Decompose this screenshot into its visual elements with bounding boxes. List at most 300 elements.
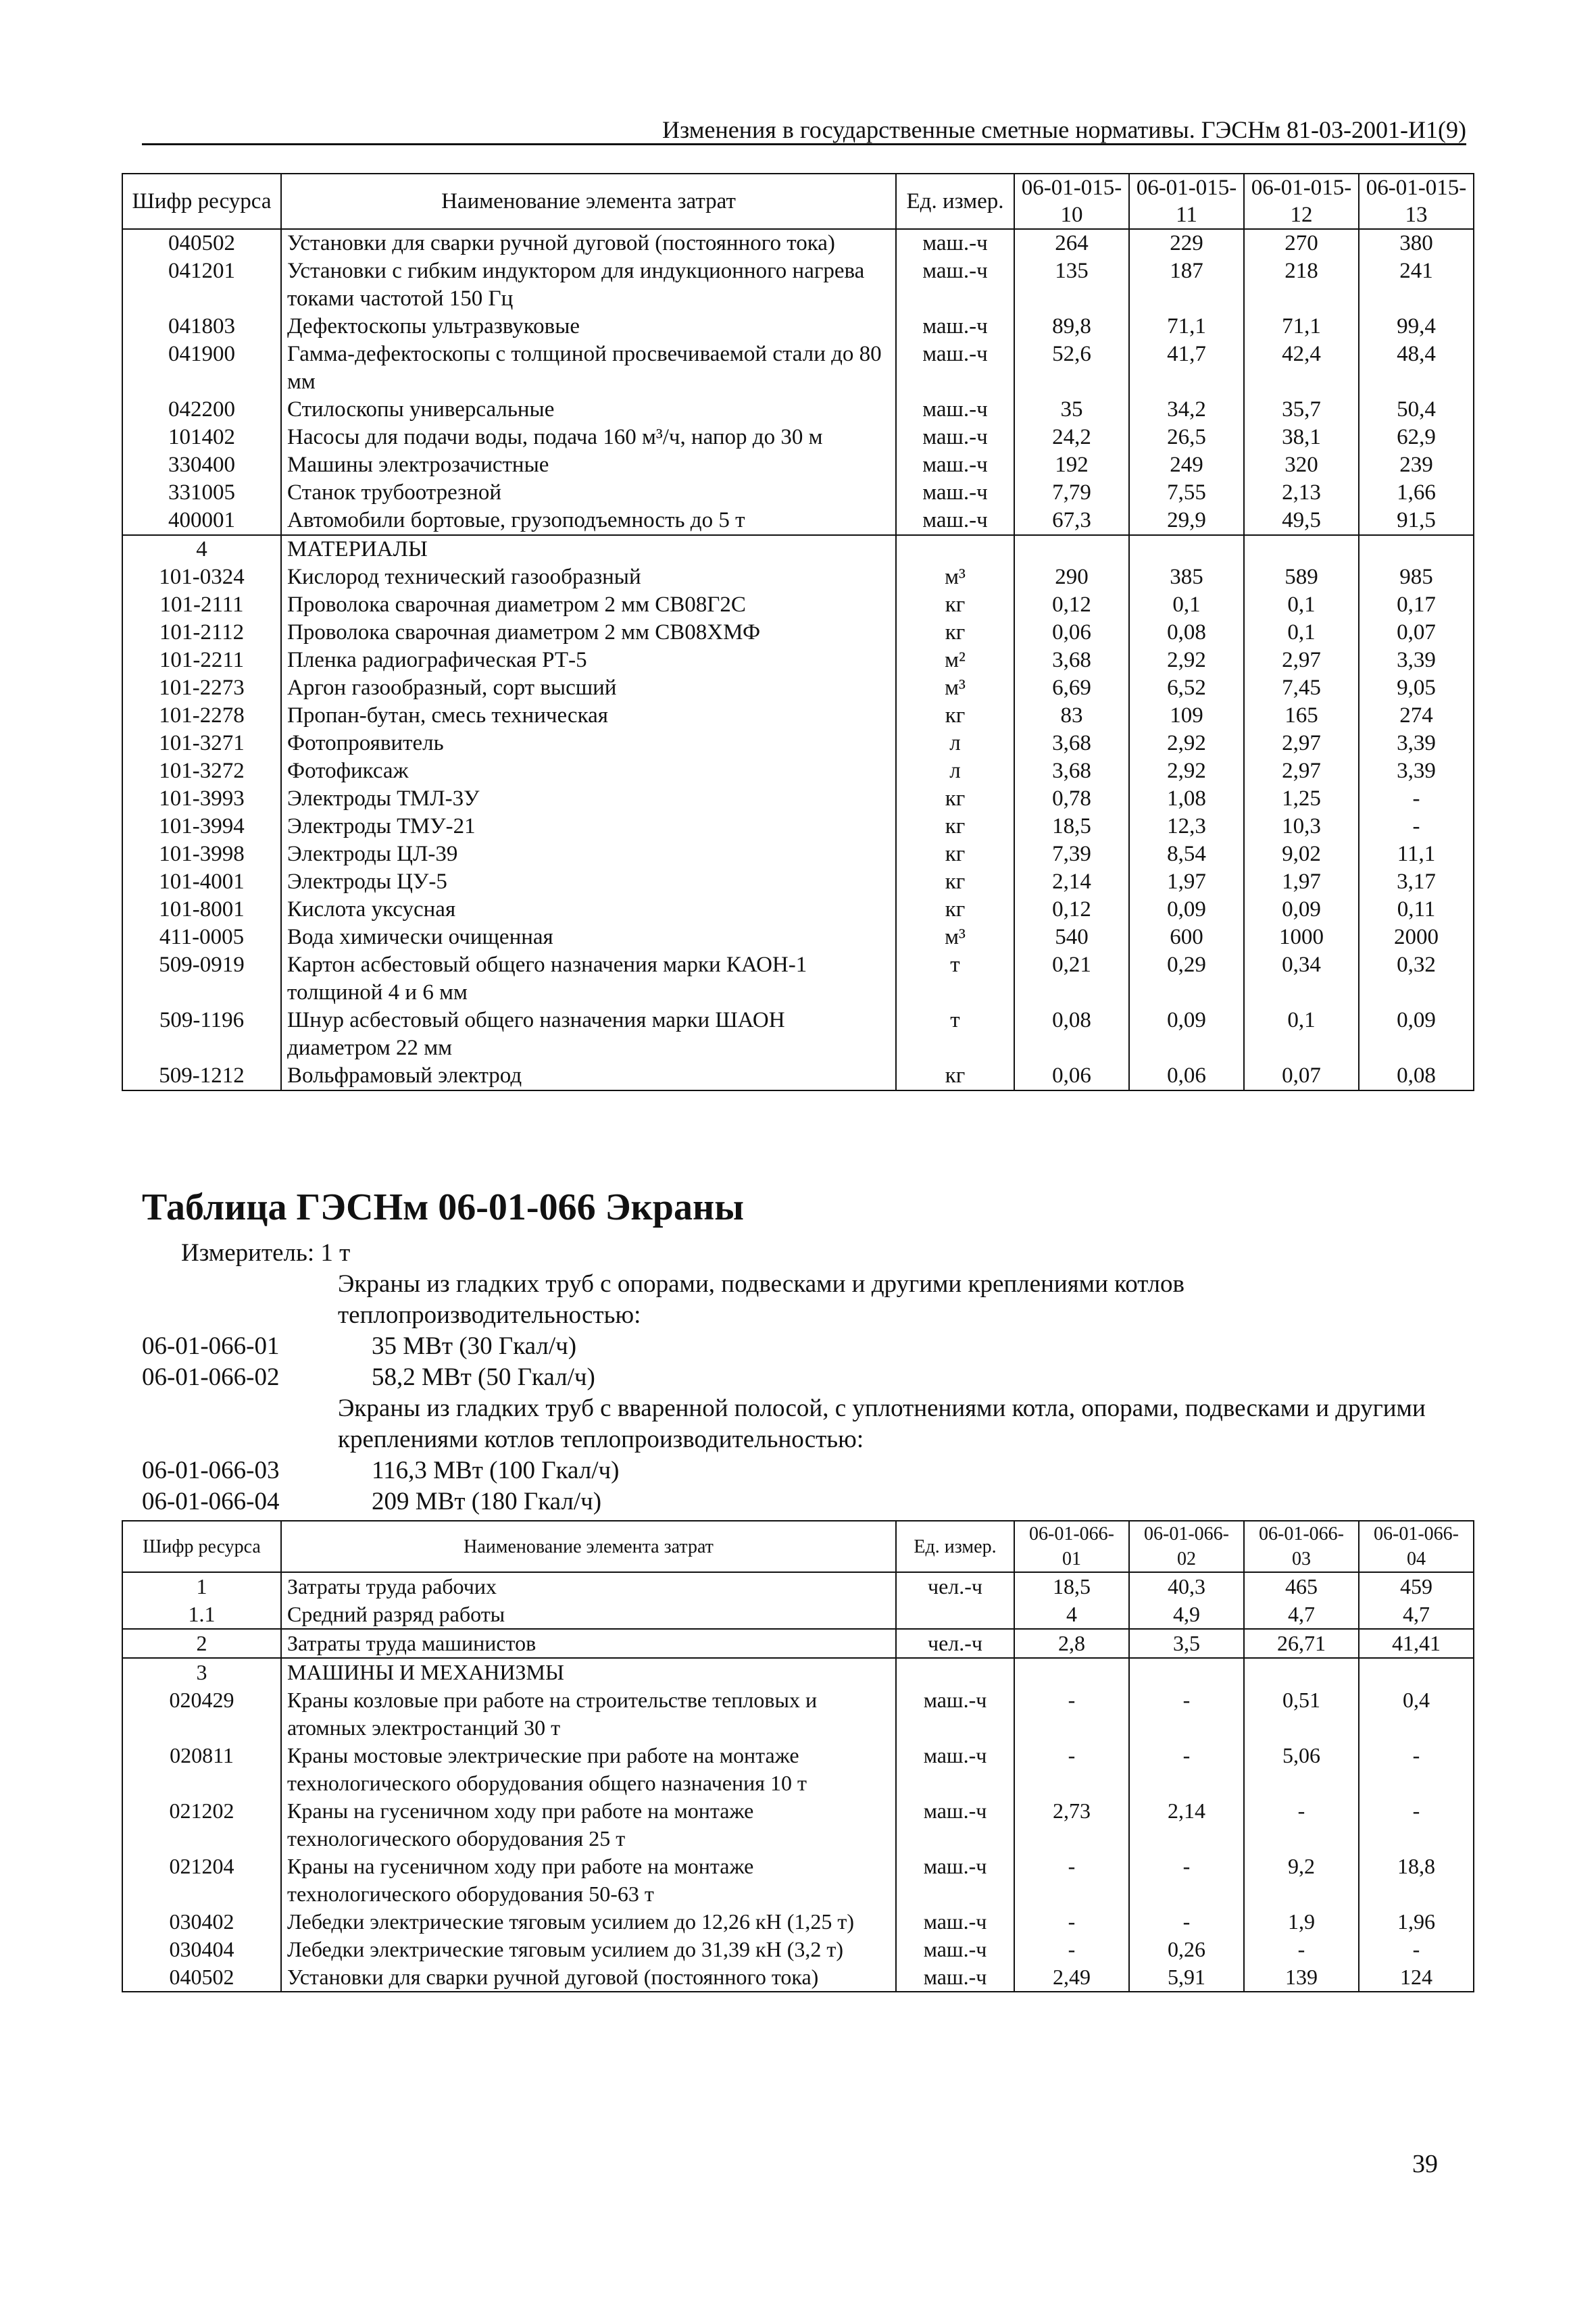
table-row [122,813,1474,840]
norm-value-cell: 1,08 [1129,785,1244,813]
table-row [122,1629,1474,1658]
norm-value-cell: 26,71 [1244,1629,1359,1658]
unit-cell: маш.-ч [896,1742,1014,1797]
unit-cell: т [896,1007,1014,1062]
norm-value-cell: 11,1 [1359,840,1474,868]
col-header-name: Наименование элемента затрат [281,174,896,229]
norm-value-cell [1359,1658,1474,1686]
unit-cell: маш.-ч [896,313,1014,341]
running-header: Изменения в государственные сметные нормативы. ГЭСНм 81-03-2001-И1(9) [662,116,1466,143]
table-row [122,1658,1474,1686]
norm-value-cell: 540 [1014,924,1129,951]
resource-table-015 [122,173,1474,1091]
resource-code-cell: 040502 [122,229,281,257]
norm-value-cell: 264 [1014,229,1129,257]
element-name-cell: Пленка радиографическая РТ-5 [281,647,896,674]
norm-value-cell: 4,9 [1129,1601,1244,1629]
norm-value-cell: 1,25 [1244,785,1359,813]
norm-value-cell [1014,1658,1129,1686]
norm-value-cell: 290 [1014,563,1129,591]
table-row [122,924,1474,951]
table-row [122,1601,1474,1629]
norm-value-cell: - [1359,1797,1474,1853]
element-name-cell: Средний разряд работы [281,1601,896,1629]
norm-value-cell: 2,92 [1129,730,1244,757]
norm-capacity: 58,2 МВт (50 Гкал/ч) [372,1363,595,1391]
norm-value-cell: 2,97 [1244,730,1359,757]
table-row [122,507,1474,535]
element-name-cell: Картон асбестовый общего назначения марки КАОН-1 толщиной 4 и 6 мм [281,951,896,1007]
element-name-cell: Вольфрамовый электрод [281,1062,896,1090]
col-header-unit: Ед. измер. [896,1521,1014,1572]
unit-cell: л [896,730,1014,757]
element-name-cell: Электроды ТМЛ-3У [281,785,896,813]
col-header-norm: 06-01-015-10 [1014,174,1129,229]
norm-value-cell: 2,8 [1014,1629,1129,1658]
element-name-cell: Электроды ЦУ-5 [281,868,896,896]
norm-value-cell: 2000 [1359,924,1474,951]
element-name-cell: Станок трубоотрезной [281,479,896,507]
table-row [122,1908,1474,1936]
resource-code-cell: 101-4001 [122,868,281,896]
norm-value-cell: - [1359,1936,1474,1963]
norm-value-cell: - [1014,1686,1129,1742]
norm-value-cell: 139 [1244,1963,1359,1992]
resource-code-cell: 411-0005 [122,924,281,951]
resource-code-cell: 101-3998 [122,840,281,868]
norm-value-cell: 1,66 [1359,479,1474,507]
norm-code: 06-01-066-04 [142,1488,280,1515]
norm-value-cell: 2,14 [1014,868,1129,896]
norm-value-cell: - [1129,1853,1244,1908]
col-header-norm: 06-01-066-02 [1129,1521,1244,1572]
norm-value-cell: - [1359,1742,1474,1797]
norm-value-cell: 67,3 [1014,507,1129,535]
norm-value-cell: 0,32 [1359,951,1474,1007]
unit-cell: маш.-ч [896,1797,1014,1853]
resource-code-cell: 101-2111 [122,591,281,619]
work-description-1: Экраны из гладких труб с опорами, подвесками и другими креплениями котлов теплопроизводительностью: [338,1270,1184,1329]
norm-variant [142,1362,1426,1393]
table-row [122,647,1474,674]
norm-value-cell: - [1014,1853,1129,1908]
norm-value-cell: 192 [1014,451,1129,479]
unit-cell [896,1658,1014,1686]
norm-value-cell: 0,1 [1244,591,1359,619]
work-description-2: Экраны из гладких труб с вваренной полосой, с уплотнениями котла, опорами, подвесками и другими креплениями котлов теплопроизводительностью: [338,1394,1426,1453]
norm-value-cell: 1,97 [1244,868,1359,896]
table-row [122,451,1474,479]
table-row [122,1572,1474,1601]
table-row [122,619,1474,647]
norm-value-cell [1359,535,1474,563]
norm-code: 06-01-066-01 [142,1332,280,1360]
unit-cell: м³ [896,563,1014,591]
norm-value-cell: 24,2 [1014,424,1129,451]
element-name-cell: Установки с гибким индуктором для индукционного нагрева токами частотой 150 Гц [281,257,896,313]
norm-value-cell: 165 [1244,702,1359,730]
table-row [122,1062,1474,1090]
element-name-cell: Установки для сварки ручной дуговой (постоянного тока) [281,229,896,257]
resource-code-cell: 1 [122,1572,281,1601]
unit-cell: кг [896,840,1014,868]
resource-code-cell: 400001 [122,507,281,535]
element-name-cell: Установки для сварки ручной дуговой (постоянного тока) [281,1963,896,1992]
unit-cell: м² [896,647,1014,674]
norm-value-cell: 4,7 [1244,1601,1359,1629]
table-row [122,785,1474,813]
norm-value-cell: 0,07 [1359,619,1474,647]
table-row [122,424,1474,451]
resource-code-cell: 331005 [122,479,281,507]
norm-value-cell: 3,68 [1014,730,1129,757]
norm-value-cell: 0,21 [1014,951,1129,1007]
resource-code-cell: 101-3993 [122,785,281,813]
norm-value-cell: 9,2 [1244,1853,1359,1908]
unit-cell: маш.-ч [896,257,1014,313]
norm-value-cell: 12,3 [1129,813,1244,840]
unit-cell: маш.-ч [896,1936,1014,1963]
norm-value-cell: 2,92 [1129,757,1244,785]
unit-cell [896,1601,1014,1629]
norm-code: 06-01-066-02 [142,1363,280,1391]
norm-value-cell: 29,9 [1129,507,1244,535]
table-row [122,1936,1474,1963]
table-row [122,1007,1474,1062]
norm-value-cell: 0,08 [1129,619,1244,647]
norm-value-cell: 7,79 [1014,479,1129,507]
col-header-norm: 06-01-066-03 [1244,1521,1359,1572]
unit-cell: маш.-ч [896,1908,1014,1936]
norm-value-cell: 0,51 [1244,1686,1359,1742]
norm-value-cell: 52,6 [1014,341,1129,396]
norm-value-cell: 5,06 [1244,1742,1359,1797]
table-row [122,229,1474,257]
resource-code-cell: 330400 [122,451,281,479]
norm-value-cell: 0,08 [1014,1007,1129,1062]
element-name-cell: Вода химически очищенная [281,924,896,951]
norm-value-cell: 600 [1129,924,1244,951]
norm-value-cell: - [1014,1742,1129,1797]
table-row [122,896,1474,924]
table-row [122,535,1474,563]
unit-cell: кг [896,896,1014,924]
table-row [122,1742,1474,1797]
norm-value-cell: 2,49 [1014,1963,1129,1992]
unit-cell: чел.-ч [896,1572,1014,1601]
table-row [122,757,1474,785]
norm-value-cell: 2,14 [1129,1797,1244,1853]
norm-value-cell: 1,9 [1244,1908,1359,1936]
norm-value-cell: - [1014,1936,1129,1963]
norm-value-cell: 2,92 [1129,647,1244,674]
norm-value-cell: 83 [1014,702,1129,730]
col-header-norm: 06-01-015-12 [1244,174,1359,229]
table-row [122,868,1474,896]
unit-cell: кг [896,868,1014,896]
norm-value-cell: 589 [1244,563,1359,591]
element-name-cell: Автомобили бортовые, грузоподъемность до 5 т [281,507,896,535]
table-row [122,257,1474,313]
norm-value-cell [1129,535,1244,563]
resource-code-cell: 042200 [122,396,281,424]
norm-value-cell: 3,68 [1014,757,1129,785]
unit-cell: м³ [896,674,1014,702]
unit-cell: маш.-ч [896,1963,1014,1992]
norm-value-cell: 0,29 [1129,951,1244,1007]
norm-value-cell: 0,07 [1244,1062,1359,1090]
norm-value-cell: - [1244,1797,1359,1853]
element-name-cell: МАШИНЫ И МЕХАНИЗМЫ [281,1658,896,1686]
norm-value-cell: 50,4 [1359,396,1474,424]
norm-value-cell: 3,39 [1359,757,1474,785]
norm-value-cell: 7,55 [1129,479,1244,507]
norm-value-cell: 0,09 [1244,896,1359,924]
unit-cell: м³ [896,924,1014,951]
norm-value-cell: 0,09 [1129,1007,1244,1062]
unit-cell: маш.-ч [896,341,1014,396]
resource-code-cell: 101-2211 [122,647,281,674]
table-row [122,1686,1474,1742]
norm-value-cell [1129,1658,1244,1686]
col-header-unit: Ед. измер. [896,174,1014,229]
norm-value-cell: 0,06 [1014,1062,1129,1090]
table-row [122,591,1474,619]
norm-value-cell: 380 [1359,229,1474,257]
norm-value-cell: 1,97 [1129,868,1244,896]
norm-value-cell: - [1244,1936,1359,1963]
element-name-cell: Краны козловые при работе на строительстве тепловых и атомных электростанций 30 т [281,1686,896,1742]
norm-value-cell: 41,41 [1359,1629,1474,1658]
norm-value-cell: 6,52 [1129,674,1244,702]
unit-cell: маш.-ч [896,1853,1014,1908]
norm-value-cell: - [1359,813,1474,840]
resource-code-cell: 041803 [122,313,281,341]
norm-value-cell: 3,39 [1359,647,1474,674]
element-name-cell: Затраты труда машинистов [281,1629,896,1658]
element-name-cell: Насосы для подачи воды, подача 160 м³/ч, напор до 30 м [281,424,896,451]
norm-value-cell: 35 [1014,396,1129,424]
norm-value-cell: 10,3 [1244,813,1359,840]
header-rule [142,143,1466,145]
resource-code-cell: 101-3272 [122,757,281,785]
norm-value-cell: 229 [1129,229,1244,257]
norm-value-cell: 135 [1014,257,1129,313]
unit-cell: кг [896,702,1014,730]
table-row [122,313,1474,341]
norm-value-cell: 4 [1014,1601,1129,1629]
resource-code-cell: 020429 [122,1686,281,1742]
element-name-cell: Стилоскопы универсальные [281,396,896,424]
norm-capacity: 35 МВт (30 Гкал/ч) [372,1332,577,1360]
table-row [122,563,1474,591]
norm-value-cell: 0,06 [1014,619,1129,647]
col-header-code: Шифр ресурса [122,1521,281,1572]
norm-value-cell: 1,96 [1359,1908,1474,1936]
unit-cell: маш.-ч [896,479,1014,507]
measure-unit: Измеритель: 1 т [181,1239,351,1267]
table-row [122,341,1474,396]
norm-value-cell: 71,1 [1129,313,1244,341]
norm-value-cell: - [1129,1686,1244,1742]
resource-code-cell: 030402 [122,1908,281,1936]
unit-cell: кг [896,785,1014,813]
norm-value-cell: 124 [1359,1963,1474,1992]
unit-cell: кг [896,813,1014,840]
norm-variant [142,1331,1426,1362]
col-header-name: Наименование элемента затрат [281,1521,896,1572]
norm-value-cell: 0,1 [1244,1007,1359,1062]
resource-code-cell: 101-2278 [122,702,281,730]
norm-value-cell [1014,535,1129,563]
element-name-cell: Краны на гусеничном ходу при работе на монтаже технологического оборудования 25 т [281,1797,896,1853]
element-name-cell: Краны на гусеничном ходу при работе на монтаже технологического оборудования 50-63 т [281,1853,896,1908]
resource-code-cell: 020811 [122,1742,281,1797]
element-name-cell: Гамма-дефектоскопы с толщиной просвечиваемой стали до 80 мм [281,341,896,396]
norm-value-cell: 0,1 [1244,619,1359,647]
element-name-cell: Лебедки электрические тяговым усилием до 12,26 кН (1,25 т) [281,1908,896,1936]
resource-code-cell: 509-1196 [122,1007,281,1062]
norm-value-cell: - [1014,1908,1129,1936]
norm-value-cell: 3,39 [1359,730,1474,757]
norm-value-cell: 2,73 [1014,1797,1129,1853]
element-name-cell: Машины электрозачистные [281,451,896,479]
norm-value-cell: 385 [1129,563,1244,591]
resource-code-cell: 021204 [122,1853,281,1908]
norm-value-cell: 99,4 [1359,313,1474,341]
unit-cell: маш.-ч [896,507,1014,535]
table-row [122,1797,1474,1853]
norm-value-cell: 249 [1129,451,1244,479]
resource-code-cell: 101402 [122,424,281,451]
resource-table-066 [122,1520,1474,1992]
norm-value-cell: 9,02 [1244,840,1359,868]
norm-value-cell: 6,69 [1014,674,1129,702]
norm-value-cell: 0,1 [1129,591,1244,619]
norm-value-cell: 2,97 [1244,757,1359,785]
norm-value-cell: 71,1 [1244,313,1359,341]
unit-cell: т [896,951,1014,1007]
norm-value-cell: 0,09 [1129,896,1244,924]
norm-value-cell [1244,1658,1359,1686]
element-name-cell: Фотопроявитель [281,730,896,757]
resource-code-cell: 021202 [122,1797,281,1853]
page-number: 39 [1412,2150,1438,2178]
norm-value-cell: 0,4 [1359,1686,1474,1742]
table-row [122,479,1474,507]
norm-value-cell: - [1359,785,1474,813]
norm-value-cell: 1000 [1244,924,1359,951]
element-name-cell: Фотофиксаж [281,757,896,785]
norm-variant [142,1455,1426,1486]
resource-code-cell: 509-0919 [122,951,281,1007]
norm-value-cell: 26,5 [1129,424,1244,451]
norm-value-cell: 18,5 [1014,1572,1129,1601]
table-row [122,674,1474,702]
col-header-code: Шифр ресурса [122,174,281,229]
norm-value-cell: 2,97 [1244,647,1359,674]
resource-code-cell: 509-1212 [122,1062,281,1090]
table-row [122,730,1474,757]
col-header-norm: 06-01-015-11 [1129,174,1244,229]
resource-code-cell: 101-0324 [122,563,281,591]
col-header-norm: 06-01-066-04 [1359,1521,1474,1572]
norm-value-cell: 62,9 [1359,424,1474,451]
norm-value-cell: 35,7 [1244,396,1359,424]
norm-value-cell: - [1129,1742,1244,1797]
norm-value-cell: 0,06 [1129,1062,1244,1090]
norm-value-cell: 7,45 [1244,674,1359,702]
table-row [122,1853,1474,1908]
norm-value-cell: - [1129,1908,1244,1936]
col-header-norm: 06-01-015-13 [1359,174,1474,229]
norm-value-cell: 7,39 [1014,840,1129,868]
resource-code-cell: 101-2112 [122,619,281,647]
table-row [122,1963,1474,1992]
norm-value-cell: 218 [1244,257,1359,313]
norm-value-cell: 89,8 [1014,313,1129,341]
norm-code: 06-01-066-03 [142,1457,280,1484]
norm-value-cell: 4,7 [1359,1601,1474,1629]
norm-value-cell [1244,535,1359,563]
norm-value-cell: 0,12 [1014,591,1129,619]
norm-value-cell: 0,08 [1359,1062,1474,1090]
norm-capacity: 209 МВт (180 Гкал/ч) [372,1488,602,1515]
table-row [122,951,1474,1007]
resource-code-cell: 4 [122,535,281,563]
norm-value-cell: 0,11 [1359,896,1474,924]
norm-value-cell: 38,1 [1244,424,1359,451]
norm-value-cell: 0,09 [1359,1007,1474,1062]
norm-value-cell: 40,3 [1129,1572,1244,1601]
norm-value-cell: 48,4 [1359,341,1474,396]
table-row [122,840,1474,868]
norm-value-cell: 18,8 [1359,1853,1474,1908]
element-name-cell: Проволока сварочная диаметром 2 мм СВ08ХМФ [281,619,896,647]
resource-code-cell: 1.1 [122,1601,281,1629]
norm-capacity: 116,3 МВт (100 Гкал/ч) [372,1457,620,1484]
unit-cell: маш.-ч [896,396,1014,424]
section-title: Таблица ГЭСНм 06-01-066 Экраны [142,1186,744,1228]
unit-cell: чел.-ч [896,1629,1014,1658]
norm-value-cell: 91,5 [1359,507,1474,535]
norm-value-cell: 985 [1359,563,1474,591]
norm-value-cell: 0,78 [1014,785,1129,813]
element-name-cell: Пропан-бутан, смесь техническая [281,702,896,730]
element-name-cell: Аргон газообразный, сорт высший [281,674,896,702]
element-name-cell: Дефектоскопы ультразвуковые [281,313,896,341]
norm-value-cell: 0,34 [1244,951,1359,1007]
unit-cell: кг [896,1062,1014,1090]
unit-cell: маш.-ч [896,451,1014,479]
element-name-cell: Затраты труда рабочих [281,1572,896,1601]
norm-value-cell: 109 [1129,702,1244,730]
unit-cell: л [896,757,1014,785]
table-row [122,702,1474,730]
norm-value-cell: 18,5 [1014,813,1129,840]
unit-cell: кг [896,619,1014,647]
unit-cell: кг [896,591,1014,619]
resource-code-cell: 101-2273 [122,674,281,702]
unit-cell: маш.-ч [896,424,1014,451]
element-name-cell: Шнур асбестовый общего назначения марки ШАОН диаметром 22 мм [281,1007,896,1062]
norm-value-cell: 274 [1359,702,1474,730]
element-name-cell: Лебедки электрические тяговым усилием до 31,39 кН (3,2 т) [281,1936,896,1963]
resource-code-cell: 3 [122,1658,281,1686]
norm-value-cell: 320 [1244,451,1359,479]
element-name-cell: Кислота уксусная [281,896,896,924]
resource-code-cell: 2 [122,1629,281,1658]
